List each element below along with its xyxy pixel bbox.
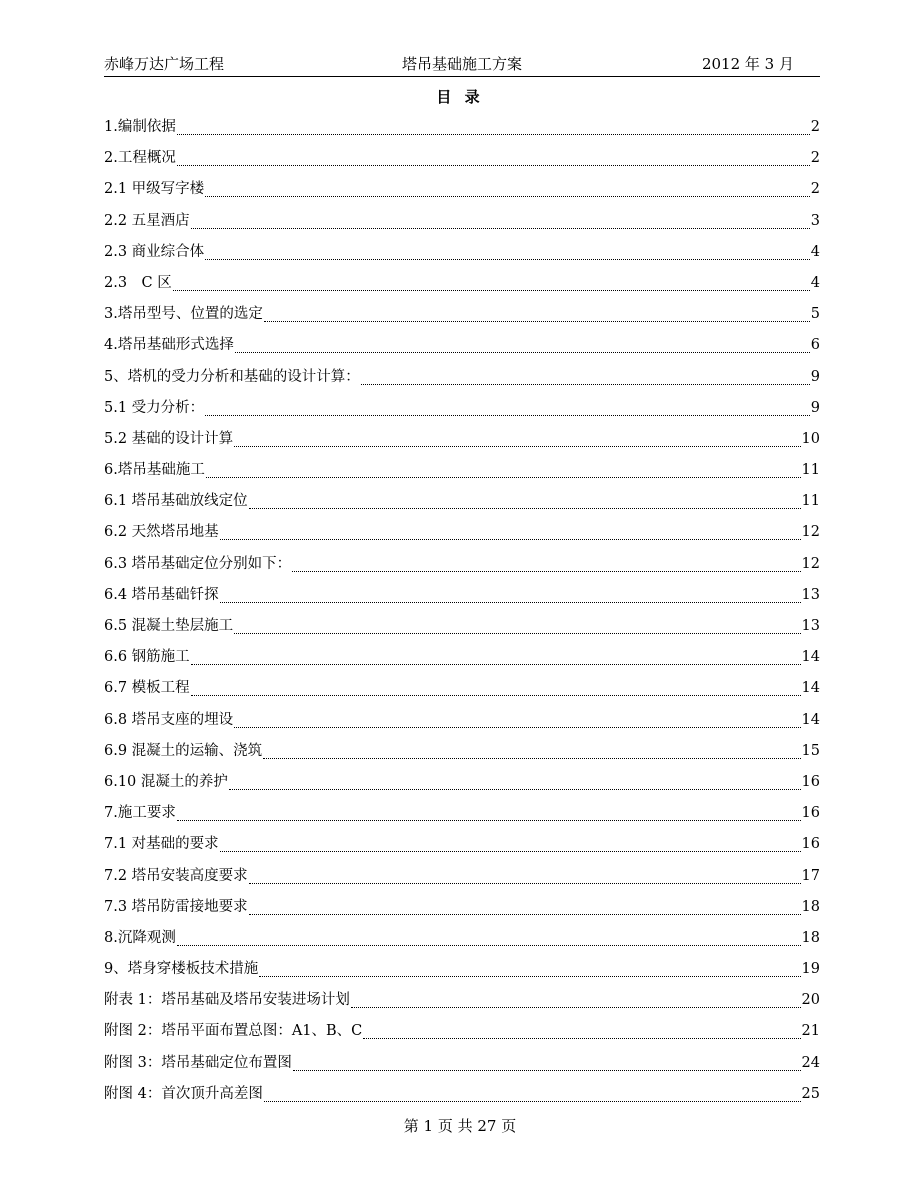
toc-entry-label: 7.施工要求	[104, 805, 176, 822]
toc-entry-label: 6.塔吊基础施工	[104, 462, 205, 479]
toc-entry-page-number: 13	[801, 586, 820, 603]
toc-entry-page-number: 17	[801, 867, 820, 884]
toc-entry-label: 5.2 基础的设计计算	[104, 430, 234, 447]
toc-entry-page-number: 11	[801, 493, 820, 510]
page-footer: 第 1 页 共 27 页	[403, 1117, 517, 1135]
toc-dot-leader	[249, 496, 801, 509]
toc-entry-label: 附图 3：塔吊基础定位布置图	[104, 1054, 292, 1071]
toc-entry-label: 5、塔机的受力分析和基础的设计计算：	[104, 368, 360, 385]
toc-entry-label: 8.沉降观测	[104, 929, 176, 946]
toc-entry-label: 6.10 混凝土的养护	[104, 773, 228, 790]
toc-entry[interactable]	[104, 709, 820, 740]
toc-entry-label: 7.1 对基础的要求	[104, 836, 219, 853]
toc-dot-leader	[361, 372, 810, 385]
toc-entry-page-number: 3	[810, 212, 820, 229]
toc-entry-label: 6.2 天然塔吊地基	[104, 524, 219, 541]
toc-dot-leader	[234, 434, 800, 447]
toc-dot-leader	[249, 902, 801, 915]
toc-entry-page-number: 20	[801, 992, 820, 1009]
page-header	[104, 54, 820, 77]
toc-entry[interactable]	[104, 334, 820, 365]
toc-entry-page-number: 2	[810, 150, 820, 167]
toc-entry-label: 1.编制依据	[104, 119, 176, 135]
toc-dot-leader	[220, 527, 801, 540]
toc-entry-page-number: 12	[801, 524, 820, 541]
toc-dot-leader	[220, 590, 801, 603]
toc-entry-label: 6.4 塔吊基础钎探	[104, 586, 219, 603]
toc-entry-label: 6.1 塔吊基础放线定位	[104, 493, 248, 510]
toc-entry-label: 2.2 五星酒店	[104, 212, 190, 229]
toc-dot-leader	[191, 216, 810, 229]
toc-entry-page-number: 16	[801, 773, 820, 790]
toc-dot-leader	[363, 1026, 800, 1039]
toc-entry-page-number: 14	[801, 711, 820, 728]
toc-dot-leader	[205, 403, 810, 416]
toc-entry-page-number: 5	[810, 306, 820, 323]
toc-entry-label: 6.9 混凝土的运输、浇筑	[104, 742, 263, 759]
toc-entry[interactable]	[104, 989, 820, 1020]
toc-entry-page-number: 12	[801, 555, 820, 572]
table-of-contents	[104, 116, 820, 1114]
toc-entry-page-number: 4	[810, 274, 820, 291]
toc-dot-leader	[351, 995, 801, 1008]
header-project-name: 赤峰万达广场工程	[104, 55, 225, 73]
toc-entry-page-number: 6	[810, 337, 820, 354]
header-document-title: 塔吊基础施工方案	[401, 55, 523, 73]
toc-entry-page-number: 9	[810, 399, 820, 416]
toc-dot-leader	[206, 465, 801, 478]
toc-entry[interactable]	[104, 210, 820, 241]
toc-entry[interactable]	[104, 677, 820, 708]
toc-entry[interactable]	[104, 147, 820, 178]
toc-entry-page-number: 19	[801, 961, 820, 978]
toc-dot-leader	[292, 559, 800, 572]
toc-entry[interactable]	[104, 833, 820, 864]
toc-entry-page-number: 15	[801, 742, 820, 759]
toc-entry-page-number: 10	[801, 430, 820, 447]
toc-entry-label: 4.塔吊基础形式选择	[104, 337, 234, 354]
toc-entry[interactable]	[104, 802, 820, 833]
toc-entry[interactable]	[104, 178, 820, 209]
toc-dot-leader	[263, 746, 800, 759]
toc-entry-label: 6.6 钢筋施工	[104, 649, 190, 666]
toc-entry[interactable]	[104, 1052, 820, 1083]
toc-entry[interactable]	[104, 958, 820, 989]
toc-entry[interactable]	[104, 428, 820, 459]
toc-entry-page-number: 4	[810, 243, 820, 260]
toc-dot-leader	[177, 122, 810, 135]
toc-dot-leader	[220, 839, 801, 852]
toc-entry-label: 6.5 混凝土垫层施工	[104, 618, 234, 634]
toc-dot-leader	[235, 340, 810, 353]
toc-entry-page-number: 9	[810, 368, 820, 385]
toc-entry-label: 附表 1：塔吊基础及塔吊安装进场计划	[104, 992, 350, 1009]
toc-dot-leader	[205, 184, 810, 197]
toc-dot-leader	[264, 309, 810, 322]
toc-entry-page-number: 24	[801, 1054, 820, 1071]
toc-entry[interactable]	[104, 459, 820, 490]
toc-entry-label: 附图 4：首次顶升高差图	[104, 1085, 263, 1102]
toc-dot-leader	[177, 808, 801, 821]
toc-entry[interactable]	[104, 521, 820, 552]
header-date: 2012 年 3 月	[701, 55, 794, 73]
toc-dot-leader	[191, 683, 801, 696]
toc-entry-page-number: 14	[801, 649, 820, 666]
toc-entry-page-number: 2	[810, 119, 820, 135]
toc-dot-leader	[264, 1089, 801, 1102]
toc-entry-page-number: 16	[801, 805, 820, 822]
toc-entry[interactable]	[104, 896, 820, 927]
toc-entry[interactable]	[104, 646, 820, 677]
toc-entry[interactable]	[104, 1020, 820, 1051]
toc-entry[interactable]	[104, 927, 820, 958]
toc-entry-page-number: 18	[801, 898, 820, 915]
toc-dot-leader	[229, 777, 801, 790]
toc-entry-label: 6.8 塔吊支座的埋设	[104, 711, 234, 728]
toc-entry-label: 3.塔吊型号、位置的选定	[104, 306, 263, 323]
toc-entry-page-number: 16	[801, 836, 820, 853]
toc-entry-page-number: 14	[801, 680, 820, 697]
toc-dot-leader	[205, 247, 810, 260]
toc-entry[interactable]	[104, 584, 820, 615]
toc-entry[interactable]	[104, 397, 820, 428]
toc-entry-page-number: 2	[810, 181, 820, 198]
toc-dot-leader	[293, 1058, 801, 1071]
toc-entry-label: 6.7 模板工程	[104, 680, 190, 697]
toc-entry[interactable]	[104, 615, 820, 646]
toc-dot-leader	[191, 652, 801, 665]
toc-entry-label: 6.3 塔吊基础定位分别如下：	[104, 555, 292, 572]
toc-dot-leader	[177, 153, 810, 166]
toc-entry[interactable]	[104, 490, 820, 521]
toc-title: 目 录	[436, 88, 484, 106]
toc-entry[interactable]	[104, 553, 820, 584]
toc-entry[interactable]	[104, 241, 820, 272]
toc-entry-label: 附图 2：塔吊平面布置总图：A1、B、C	[104, 1023, 363, 1040]
toc-entry-label: 7.2 塔吊安装高度要求	[104, 867, 248, 884]
toc-entry-label: 9、塔身穿楼板技术措施	[104, 961, 259, 978]
toc-dot-leader	[249, 871, 801, 884]
toc-entry[interactable]	[104, 272, 820, 303]
toc-entry-page-number: 25	[801, 1085, 820, 1102]
toc-entry[interactable]	[104, 865, 820, 896]
toc-entry-label: 2.3 商业综合体	[104, 243, 205, 260]
toc-entry-page-number: 13	[801, 618, 820, 634]
toc-entry-label: 2.3 C 区	[104, 274, 172, 291]
toc-entry-page-number: 21	[801, 1023, 820, 1040]
toc-dot-leader	[177, 933, 801, 946]
toc-entry[interactable]	[104, 740, 820, 771]
toc-dot-leader	[234, 715, 800, 728]
toc-entry[interactable]	[104, 1083, 820, 1114]
toc-entry-label: 2.工程概况	[104, 150, 176, 167]
toc-entry[interactable]	[104, 366, 820, 397]
toc-entry[interactable]	[104, 303, 820, 334]
toc-dot-leader	[173, 278, 810, 291]
toc-entry[interactable]	[104, 116, 820, 147]
toc-entry[interactable]	[104, 771, 820, 802]
toc-dot-leader	[234, 621, 800, 634]
toc-entry-label: 2.1 甲级写字楼	[104, 181, 205, 198]
toc-entry-label: 5.1 受力分析：	[104, 399, 205, 416]
toc-dot-leader	[259, 964, 800, 977]
toc-entry-page-number: 18	[801, 929, 820, 946]
toc-entry-page-number: 11	[801, 462, 820, 479]
toc-entry-label: 7.3 塔吊防雷接地要求	[104, 898, 248, 915]
